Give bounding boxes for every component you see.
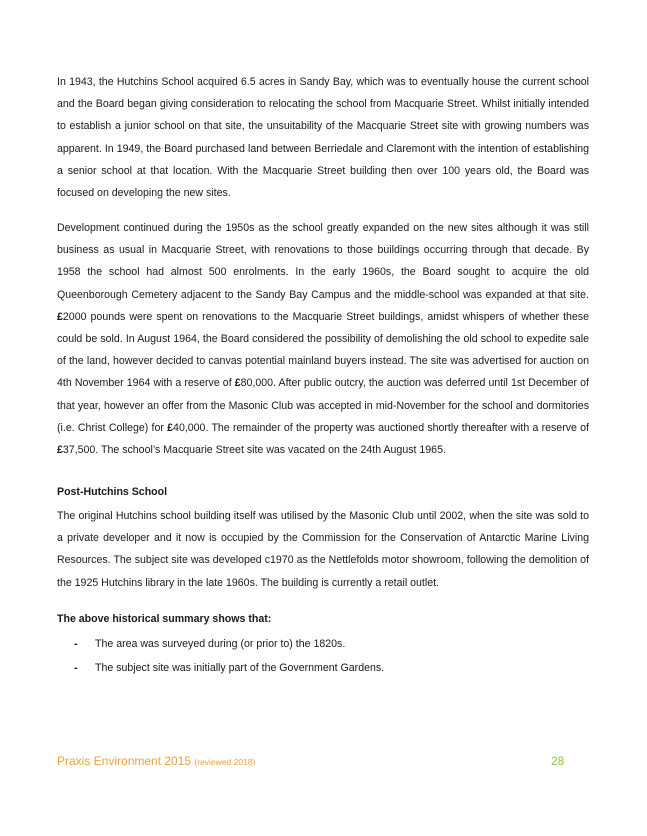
pound-symbol: £ [57, 310, 63, 323]
list-item [57, 656, 589, 680]
dash-bullet-icon: - [74, 638, 78, 650]
paragraph-text: 37,500. The school’s Macquarie Street site was vacated on the 24th August 1965. [62, 444, 446, 457]
list-item-text: The area was surveyed during (or prior to) the 1820s. [95, 638, 346, 650]
pound-symbol: £ [234, 377, 241, 390]
paragraph-text: 80,000. After public outcry, the auction was deferred until 1st December of that year, however an offer from the Masonic Club was accepted in mid-November for the school and dormitories (i.e. Christ College) for [57, 377, 590, 434]
paragraph-history-1943: In 1943, the Hutchins School acquired 6.5 acres in Sandy Bay, which was to eventually house the current school and the Board began giving consideration to relocating the school from Macquarie Street. Whilst initially intended to establish a junior school on that site, the unsuitability of the Macquarie Street site with growing numbers was apparent. In 1949, the Board purchased land between Berriedale and Claremont with the intention of establishing a senior school at that location. With the Macquarie Street building then over 100 years old, the Board was focused on developing the new sites. [57, 76, 589, 200]
dash-bullet-icon: - [74, 662, 78, 674]
summary-list [57, 632, 589, 680]
page-number: 28 [551, 754, 565, 768]
paragraph-text: 2000 pounds were spent on renovations to the Macquarie Street buildings, amidst whispers of whether these could be sold. In August 1964, the Board considered the possibility of demolishing the old school to expedite sale of the land, however decided to canvas potential mainland buyers instead. The site was advertised for auction on 4th November 1964 with a reserve of [57, 310, 589, 390]
paragraph-text: 40,000. The remainder of the property was auctioned shortly thereafter with a reserve of [173, 421, 589, 434]
footer-organisation [57, 754, 255, 768]
heading-summary: The above historical summary shows that: [57, 613, 272, 625]
paragraph-development-1950s [57, 217, 589, 461]
pound-symbol: £ [57, 444, 63, 457]
footer-reviewed-text: (reviewed 2018) [194, 757, 256, 767]
footer-org-text: Praxis Environment 2015 [57, 754, 195, 768]
paragraph-text: Development continued during the 1950s as the school greatly expanded on the new sites although it was still business as usual in Macquarie Street, with renovations to those buildings occurring through that decade. By 1958 the school had almost 500 enrolments. In the early 1960s, the Board sought to acquire the old Queenborough Cemetery adjacent to the Sandy Bay Campus and the middle-school was expanded at that site. [57, 222, 589, 301]
list-item [57, 632, 589, 656]
paragraph-post-hutchins: The original Hutchins school building itself was utilised by the Masonic Club until 2002, when the site was sold to a private developer and it now is occupied by the Commission for the Conservation of Antarctic Marine Living Resources. The subject site was developed c1970 as the Nettlefolds motor showroom, following the demolition of the 1925 Hutchins library in the late 1960s. The building is currently a retail outlet. [57, 510, 589, 589]
list-item-text: The subject site was initially part of the Government Gardens. [95, 662, 385, 674]
heading-post-hutchins: Post-Hutchins School [57, 486, 168, 498]
pound-symbol: £ [167, 421, 174, 434]
